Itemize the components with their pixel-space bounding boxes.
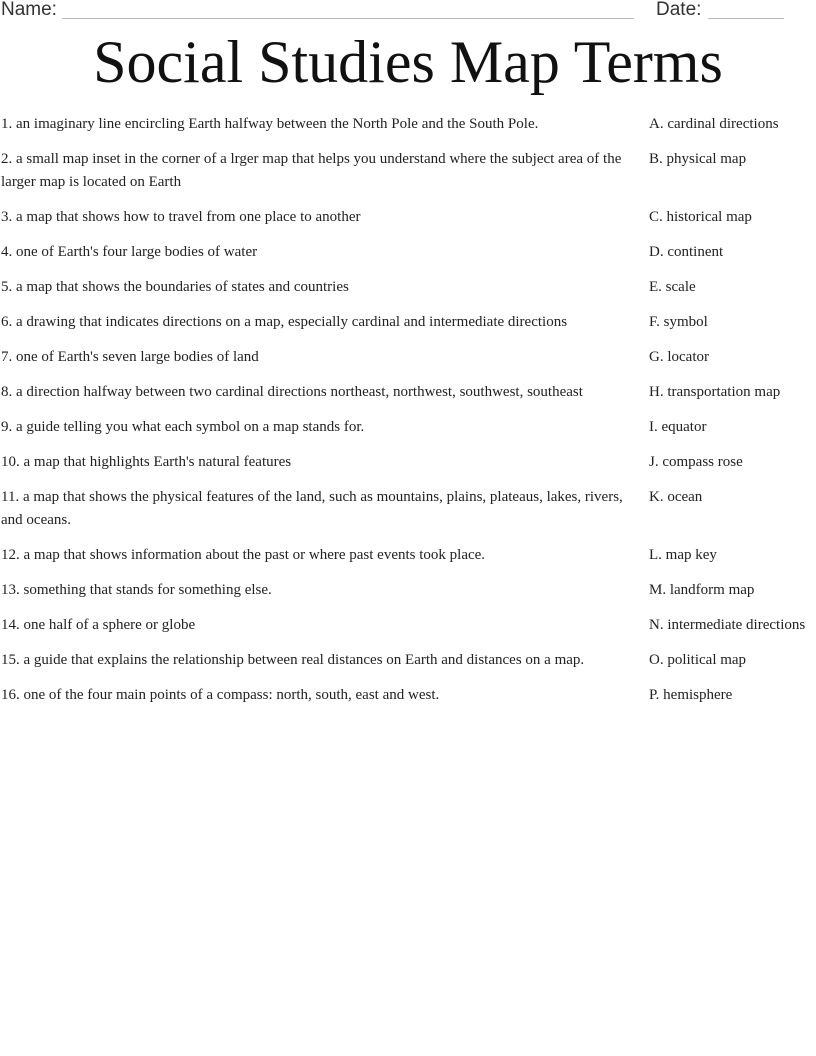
clue-text: 7. one of Earth's seven large bodies of land: [1, 349, 259, 365]
answer-option: F. symbol: [649, 314, 708, 330]
answer-option: N. intermediate directions: [649, 617, 806, 633]
answer-option: K. ocean: [649, 489, 703, 505]
matching-row: [0, 579, 816, 602]
clue-text: 15. a guide that explains the relationship between real distances on Earth and distances on a map.: [1, 652, 585, 668]
clue-text: 12. a map that shows information about the past or where past events took place.: [1, 547, 486, 563]
clue-text: 11. a map that shows the physical features of the land, such as mountains, plains, plateaus, lakes, rivers, and oceans.: [1, 489, 623, 528]
matching-row: [0, 649, 816, 672]
clue-text: 13. something that stands for something else.: [1, 582, 272, 598]
answer-option: E. scale: [649, 279, 696, 295]
name-label: Name:: [1, 0, 57, 20]
matching-row: [0, 276, 816, 299]
matching-row: [0, 544, 816, 567]
matching-row: [0, 451, 816, 474]
answer-option: M. landform map: [649, 582, 755, 598]
worksheet-header: [0, 0, 816, 24]
answer-option: H. transportation map: [649, 384, 781, 400]
answer-option: L. map key: [649, 547, 717, 563]
clue-text: 10. a map that highlights Earth's natural features: [1, 454, 292, 470]
matching-list: [0, 113, 816, 719]
answer-option: D. continent: [649, 244, 724, 260]
clue-text: 1. an imaginary line encircling Earth halfway between the North Pole and the South Pole.: [1, 116, 539, 132]
clue-text: 4. one of Earth's four large bodies of water: [1, 244, 258, 260]
clue-text: 9. a guide telling you what each symbol on a map stands for.: [1, 419, 365, 435]
matching-row: [0, 311, 816, 334]
clue-text: 8. a direction halfway between two cardinal directions northeast, northwest, southwest, southeast: [1, 384, 583, 400]
matching-row: [0, 346, 816, 369]
clue-text: 2. a small map inset in the corner of a lrger map that helps you understand where the subject area of the larger map is located on Earth: [1, 151, 622, 190]
answer-option: C. historical map: [649, 209, 752, 225]
date-label: Date:: [656, 0, 702, 20]
answer-option: I. equator: [649, 419, 707, 435]
matching-row: [0, 684, 816, 707]
matching-row: [0, 614, 816, 637]
clue-text: 3. a map that shows how to travel from one place to another: [1, 209, 361, 225]
matching-row: [0, 206, 816, 229]
matching-row: [0, 113, 816, 136]
clue-text: 6. a drawing that indicates directions on a map, especially cardinal and intermediate directions: [1, 314, 568, 330]
date-blank-line: [708, 18, 784, 19]
matching-row: [0, 416, 816, 439]
clue-text: 5. a map that shows the boundaries of states and countries: [1, 279, 349, 295]
matching-row: [0, 241, 816, 264]
matching-row: [0, 381, 816, 404]
name-blank-line: [62, 18, 634, 19]
clue-text: 14. one half of a sphere or globe: [1, 617, 196, 633]
answer-option: P. hemisphere: [649, 687, 733, 703]
clue-text: 16. one of the four main points of a compass: north, south, east and west.: [1, 687, 440, 703]
answer-option: B. physical map: [649, 151, 747, 167]
answer-option: J. compass rose: [649, 454, 743, 470]
answer-option: A. cardinal directions: [649, 116, 779, 132]
answer-option: G. locator: [649, 349, 709, 365]
answer-option: O. political map: [649, 652, 747, 668]
page-title: Social Studies Map Terms: [93, 29, 723, 95]
matching-row: [0, 486, 816, 532]
matching-row: [0, 148, 816, 194]
